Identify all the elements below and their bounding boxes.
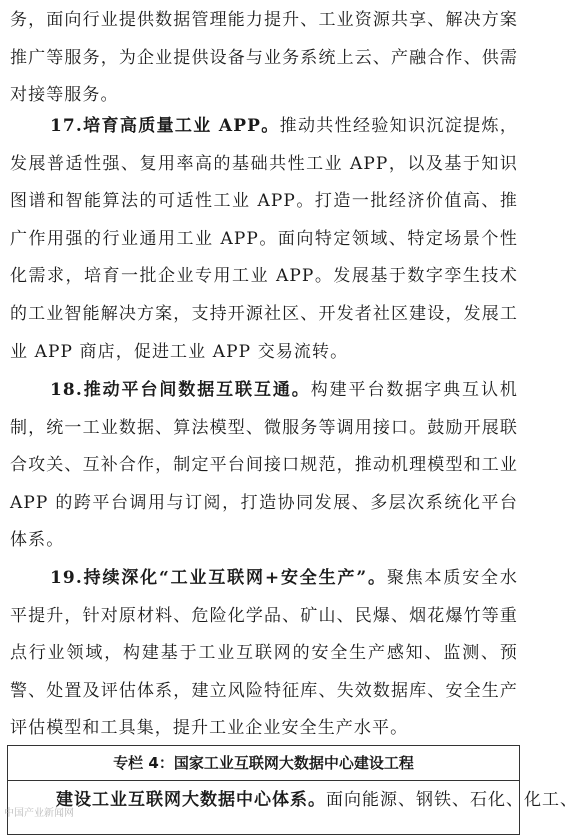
- paragraph-text: 务，面向行业提供数据管理能力提升、工业资源共享、解决方案推广等服务，为企业提供设备与业务系统上云、产融合作、供需对接等服务。: [10, 10, 518, 106]
- paragraph-heading: 19.持续深化“工业互联网+安全生产”。: [50, 568, 387, 588]
- paragraph-heading: 18.推动平台间数据互联互通。: [50, 380, 311, 400]
- paragraph-17: [10, 108, 518, 371]
- paragraph-continuation: [10, 2, 518, 115]
- paragraph-text: 推动共性经验知识沉淀提炼，发展普适性强、复用率高的基础共性工业 APP，以及基于知识图谱和智能算法的可适性工业 APP。打造一批经济价值高、推广作用强的行业通用工业 APP。面向特定领域、特定场景个性化需求，培育一批企业专用工业 APP。发展基于数字孪生技术的工业智能解决方案，支持开源社区、开发者社区建设，发展工业 APP 商店，促进工业 APP 交易流转。: [10, 116, 518, 362]
- column-box-title: 专栏 4：国家工业互联网大数据中心建设工程: [8, 746, 519, 781]
- paragraph-heading: 17.培育高质量工业 APP。: [50, 116, 280, 136]
- paragraph-text: 聚焦本质安全水平提升，针对原材料、危险化学品、矿山、民爆、烟花爆竹等重点行业领域，构建基于工业互联网的安全生产感知、监测、预警、处置及评估体系，建立风险特征库、失效数据库、安全生产评估模型和工具集，提升工业企业安全生产水平。: [10, 568, 518, 739]
- paragraph-text: 构建平台数据字典互认机制，统一工业数据、算法模型、微服务等调用接口。鼓励开展联合攻关、互补合作，制定平台间接口规范，推动机理模型和工业 APP 的跨平台调用与订阅，打造协同发展、多层次系统化平台体系。: [10, 380, 518, 551]
- paragraph-18: [10, 372, 518, 560]
- column-box-lead: 建设工业互联网大数据中心体系。: [56, 790, 326, 810]
- watermark: 中国产业新闻网: [4, 808, 74, 819]
- column-box-text: 面向能源、钢铁、石化、化工、: [326, 790, 578, 810]
- paragraph-19: [10, 560, 518, 748]
- column-box-body: [16, 782, 578, 819]
- column-box: [7, 745, 578, 835]
